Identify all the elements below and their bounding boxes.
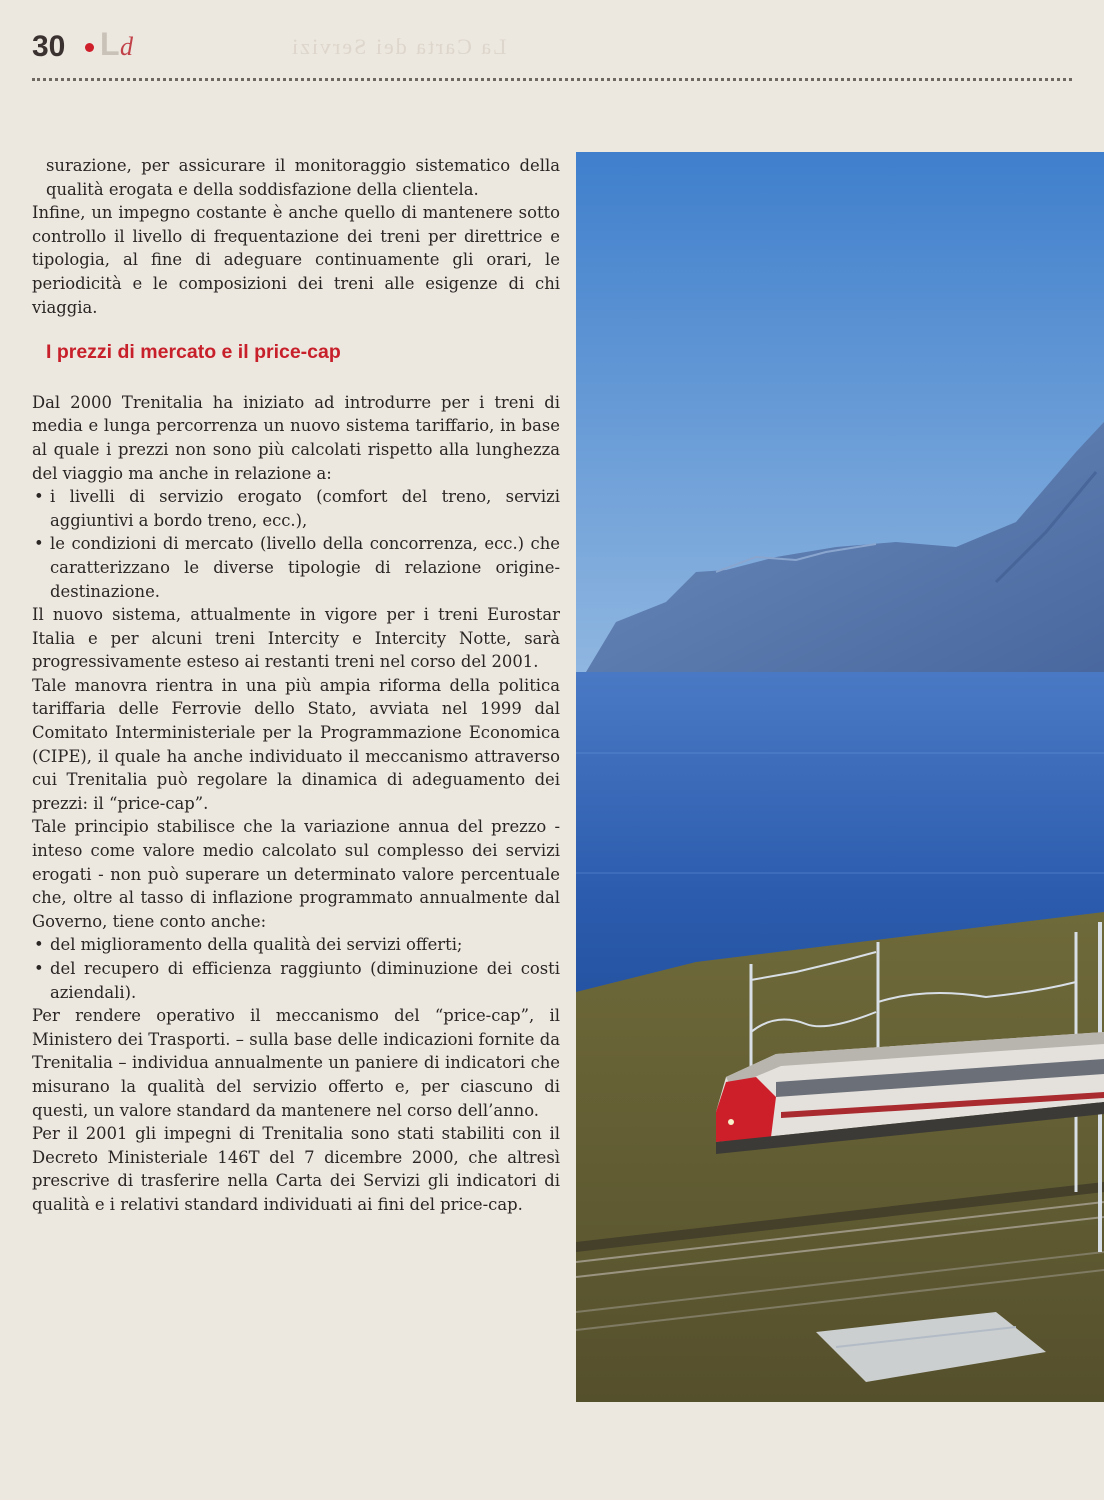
paragraph: Tale manovra rientra in una più ampia riforma della politica tariffaria delle Ferrovie dello Stato, avviata nel 1999 dal Comitato Interministeriale per la Programmazione Economica (CIPE), il quale ha anche individuato il meccanismo attraverso cui Trenitalia può regolare la dinamica di adeguamento dei prezzi: il “price-cap”. [32,675,560,813]
magazine-logo [100,26,140,60]
paragraph: Per rendere operativo il meccanismo del “price-cap”, il Ministero dei Trasporti. – sulla base delle indicazioni fornite da Trenitalia – individua annualmente un paniere di indicatori che misurano la qualità del servizio offerto e, per ciascuno di questi, un valore standard da mantenere nel corso dell’anno. [32,1006,560,1120]
paragraph: Il nuovo sistema, attualmente in vigore per i treni Eurostar Italia e per alcuni treni Intercity e Intercity Notte, sarà progressivamente esteso ai restanti treni nel corso del 2001. [32,605,560,672]
header-bullet-dot [85,43,94,52]
paragraph: Dal 2000 Trenitalia ha iniziato ad introdurre per i treni di media e lunga percorrenza un nuovo sistema tariffario, in base al quale i prezzi non sono più calcolati rispetto alla lunghezza del viaggio ma anche in relazione a: [32,392,560,483]
bullet-list [32,933,560,1004]
paragraph: Per il 2001 gli impegni di Trenitalia sono stati stabiliti con il Decreto Ministeriale 146T del 7 dicembre 2000, che altresì prescrive di trasferire nella Carta dei Servizi gli indicatori di qualità e i relativi standard individuati ai fini del price-cap. [32,1124,560,1214]
list-item: • i livelli di servizio erogato (comfort del treno, servizi aggiuntivi a bordo treno, ecc.), [32,485,560,532]
page-number: 30 [32,30,66,63]
logo-letter-d: d [120,32,133,61]
photo-embankment [576,912,1104,1402]
paragraph: Tale principio stabilisce che la variazione annua del prezzo - inteso come valore medio calcolato sul complesso dei servizi erogati - non può superare un determinato valore percentuale che, oltre al tasso di inflazione programmato annualmente dal Governo, tiene conto anche: [32,817,560,931]
dotted-header-rule [32,78,1072,81]
list-item: • le condizioni di mercato (livello della concorrenza, ecc.) che caratterizzano le diverse tipologie di relazione origine-destinazione. [32,532,560,603]
section-heading: I prezzi di mercato e il price-cap [46,341,341,364]
intro-paragraph: surazione, per assicurare il monitoraggio sistematico della qualità erogata e della soddisfazione della clientela. [46,156,560,199]
list-item: • del recupero di efficienza raggiunto (diminuzione dei costi aziendali). [32,957,560,1004]
bullet-list [32,485,560,603]
bleed-through-running-title: La Carta dei Servizi [290,34,507,59]
logo-letter-l: L [100,26,120,62]
list-item: • del miglioramento della qualità dei servizi offerti; [32,933,560,957]
paragraph: Infine, un impegno costante è anche quello di mantenere sotto controllo il livello di frequentazione dei treni per direttrice e tipologia, al fine di adeguare continuamente gli orari, le periodicità e le composizioni dei treni alle esigenze di chi viaggia. [32,203,560,317]
article-text-column [32,154,560,1217]
coastal-train-photo [576,152,1104,1402]
